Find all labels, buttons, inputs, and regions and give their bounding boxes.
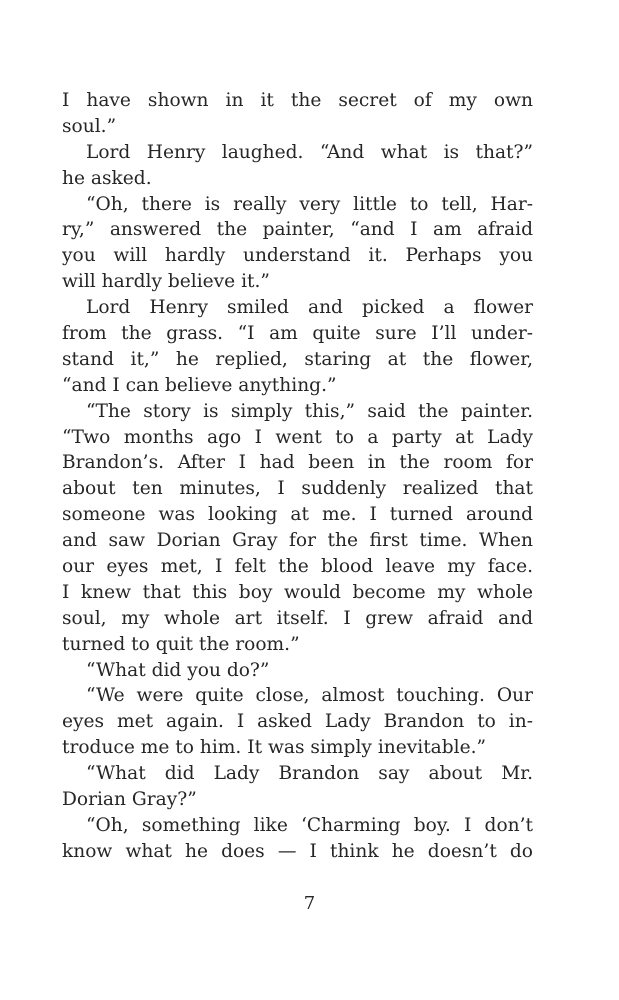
text-line: from the grass. “I am quite sure I’ll under- <box>62 323 533 345</box>
text-line: “and I can believe anything.” <box>62 374 337 396</box>
text-line: soul, my whole art itself. I grew afraid and <box>62 607 533 629</box>
text-line: you will hardly understand it. Perhaps you <box>62 245 533 267</box>
text-line: troduce me to him. It was simply inevitable.” <box>62 737 487 759</box>
text-line: soul.” <box>62 115 117 137</box>
text-line: “We were quite close, almost touching. Our <box>86 685 533 707</box>
text-line: will hardly believe it.” <box>62 271 270 293</box>
text-line: stand it,” he replied, staring at the flower, <box>62 348 533 370</box>
text-line: ry,” answered the painter, “and I am afraid <box>62 219 533 241</box>
text-line: someone was looking at me. I turned around <box>62 504 533 526</box>
text-line: “Two months ago I went to a party at Lady <box>62 426 533 448</box>
text-line: “What did you do?” <box>86 659 270 681</box>
text-line: I have shown in it the secret of my own <box>62 90 533 111</box>
text-line: know what he does — I think he doesn’t do <box>62 840 533 862</box>
text-line: “Oh, something like ‘Charming boy. I don’t <box>86 814 533 836</box>
book-page-text <box>62 88 533 865</box>
text-line: “Oh, there is really very little to tell, Har- <box>86 193 533 215</box>
text-line: he asked. <box>62 167 152 189</box>
text-line: and saw Dorian Gray for the first time. When <box>62 530 533 552</box>
text-line: Brandon’s. After I had been in the room for <box>62 452 533 474</box>
text-line: turned to quit the room.” <box>62 633 300 655</box>
text-line: Lord Henry smiled and picked a flower <box>86 297 533 319</box>
text-line: our eyes met, I felt the blood leave my face. <box>62 556 533 578</box>
text-line: eyes met again. I asked Lady Brandon to in- <box>62 711 533 733</box>
text-line: “What did Lady Brandon say about Mr. <box>86 763 533 785</box>
text-line: Lord Henry laughed. “And what is that?” <box>86 141 533 163</box>
text-line: “The story is simply this,” said the painter. <box>86 400 533 422</box>
text-line: Dorian Gray?” <box>62 789 197 811</box>
text-line: about ten minutes, I suddenly realized that <box>62 478 533 500</box>
text-line: I knew that this boy would become my whole <box>62 581 533 603</box>
page-number: 7 <box>303 893 316 914</box>
